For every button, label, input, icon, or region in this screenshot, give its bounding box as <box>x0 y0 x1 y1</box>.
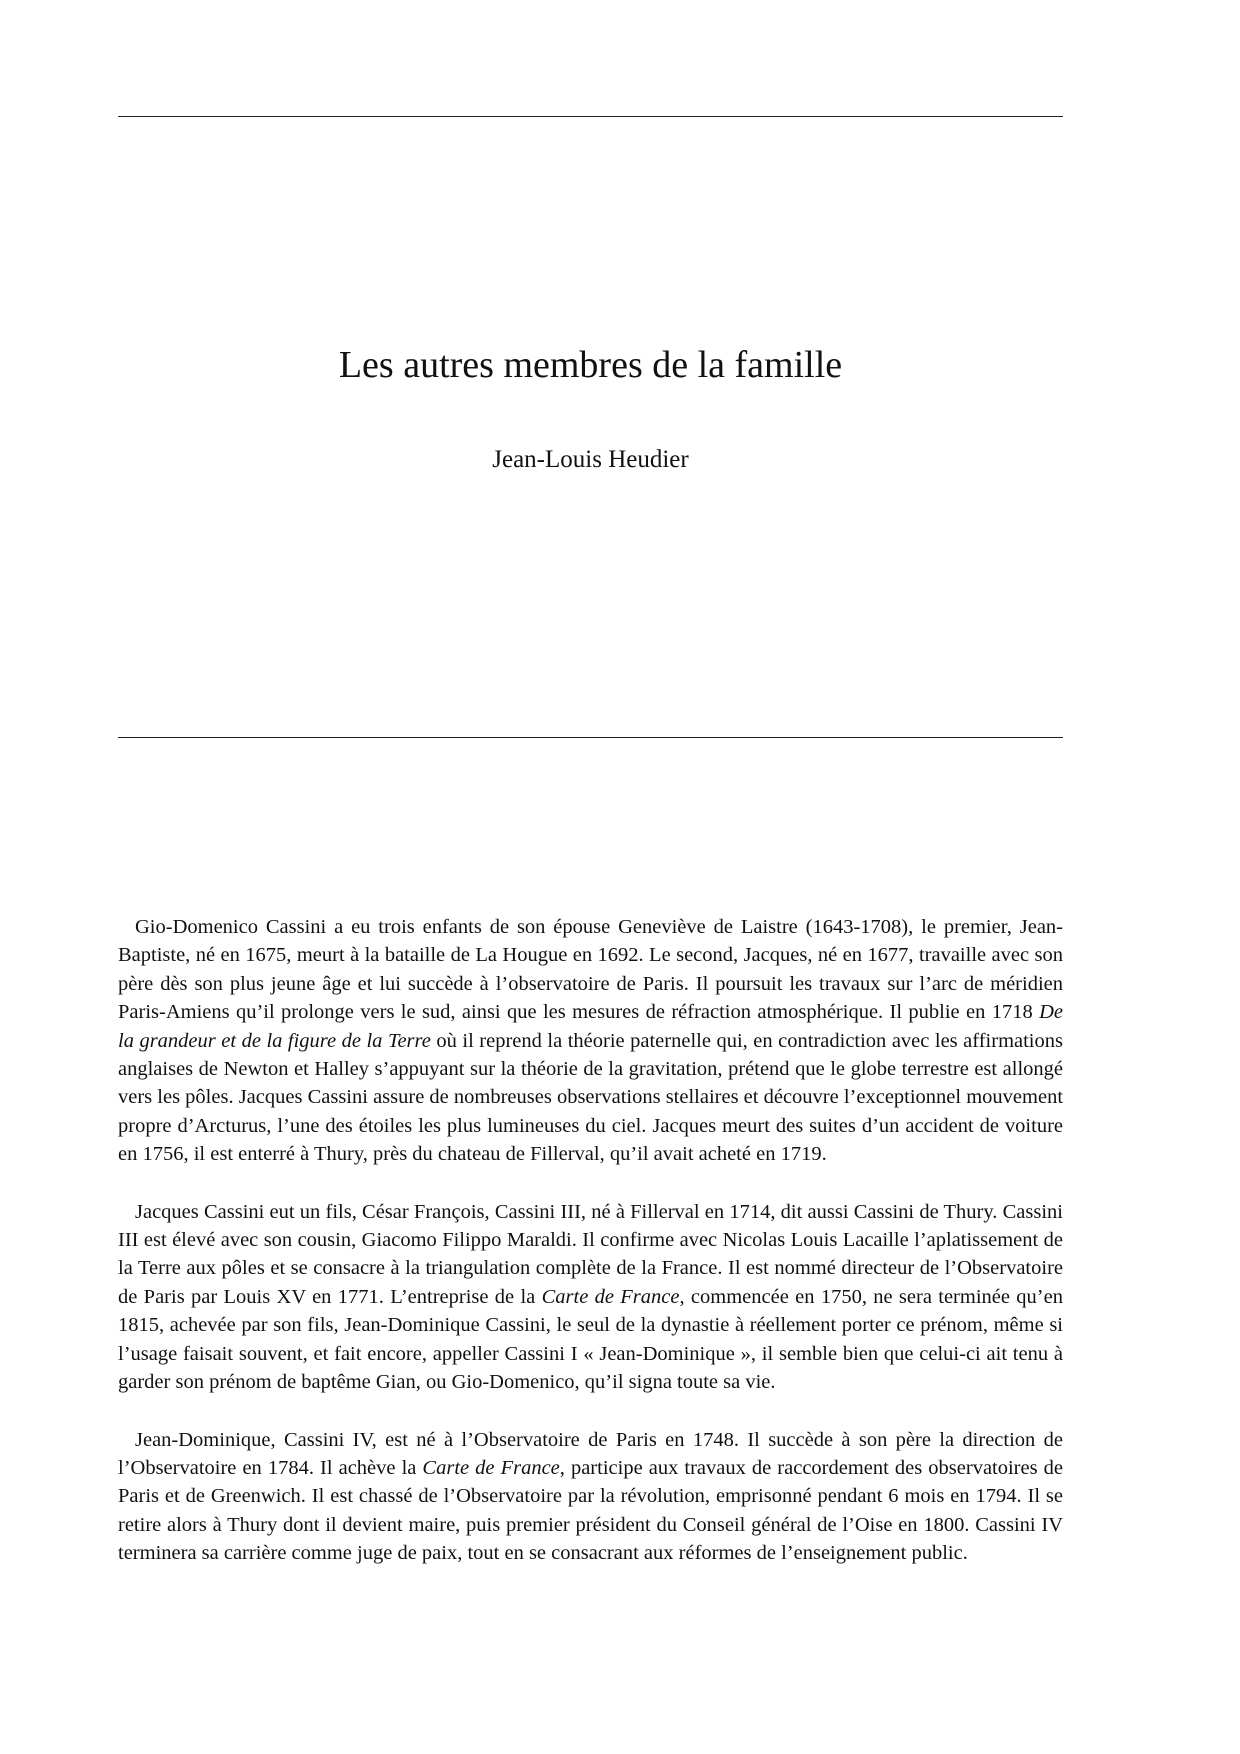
paragraph-1 <box>118 913 1063 1169</box>
paragraph-1-text-1: Gio-Domenico Cassini a eu trois enfants de son épouse Geneviève de Laistre (1643-1708), le premier, Jean-Baptiste, né en 1675, meurt à la bataille de La Hougue en 1692. Le second, Jacques, né en 1677, travaille avec son père dès son plus jeune âge et lui succède à l’observatoire de Paris. Il poursuit les travaux sur l’arc de méridien Paris-Amiens qu’il prolonge vers le sud, ainsi que les mesures de réfraction atmosphérique. Il publie en 1718 <box>118 916 1063 1024</box>
bottom-rule <box>118 737 1063 738</box>
paragraph-3-text-1: Jean-Dominique, Cassini IV, est né à l’Observatoire de Paris en 1748. Il succède à son père la direction de l’Observatoire en 1784. Il achève la <box>118 1428 1063 1479</box>
paragraph-2-text-1: Jacques Cassini eut un fils, César François, Cassini III, né à Fillerval en 1714, dit aussi Cassini de Thury. Cassini III est élevé avec son cousin, Giacomo Filippo Maraldi. Il confirme avec Nicolas Louis Lacaille l’aplatissement de la Terre aux pôles et se consacre à la triangulation complète de la France. Il est nommé directeur de l’Observatoire de Paris par Louis XV en 1771. L’entreprise de la <box>118 1200 1063 1308</box>
top-rule <box>118 116 1063 117</box>
carte-de-france-title: Carte de France <box>541 1285 680 1308</box>
body-text <box>118 913 1063 1597</box>
paragraph-2-text-2: , commencée en 1750, ne sera terminée qu’en 1815, achevée par son fils, Jean-Dominique Cassini, le seul de la dynastie à réellement porter ce prénom, même si l’usage faisait souvent, et fait encore, appeller Cassini I « Jean-Dominique », il semble bien que celui-ci ait tenu à garder son prénom de baptême Gian, ou Gio-Domenico, qu’il signa toute sa vie. <box>118 1285 1063 1394</box>
chapter-title: Les autres membres de la famille <box>338 344 843 386</box>
chapter-author: Jean-Louis Heudier <box>492 446 689 473</box>
paragraph-3 <box>118 1426 1063 1568</box>
paragraph-1-text-2: où il reprend la théorie paternelle qui, en contradiction avec les affirmations anglaises de Newton et Halley s’appuyant sur la théorie de la gravitation, prétend que le globe terrestre est allongé vers les pôles. Jacques Cassini assure de nombreuses observations stellaires et découvre l’exceptionnel mouvement propre d’Arcturus, l’une des étoiles les plus lumineuses du ciel. Jacques meurt des suites d’un accident de voiture en 1756, il est enterré à Thury, près du chateau de Fillerval, qu’il avait acheté en 1719. <box>118 1029 1064 1166</box>
paragraph-3-text-2: , participe aux travaux de raccordement des observatoires de Paris et de Greenwich. Il est chassé de l’Observatoire par la révolution, emprisonné pendant 6 mois en 1794. Il se retire alors à Thury dont il devient maire, puis premier président du Conseil général de l’Oise en 1800. Cassini IV terminera sa carrière comme juge de paix, tout en se consacrant aux réformes de l’enseignement public. <box>118 1456 1063 1565</box>
book-title-de-la-grandeur: De la grandeur et de la figure de la Terre <box>118 1001 1063 1052</box>
paragraph-2 <box>118 1198 1063 1397</box>
carte-de-france-title: Carte de France <box>422 1456 560 1479</box>
